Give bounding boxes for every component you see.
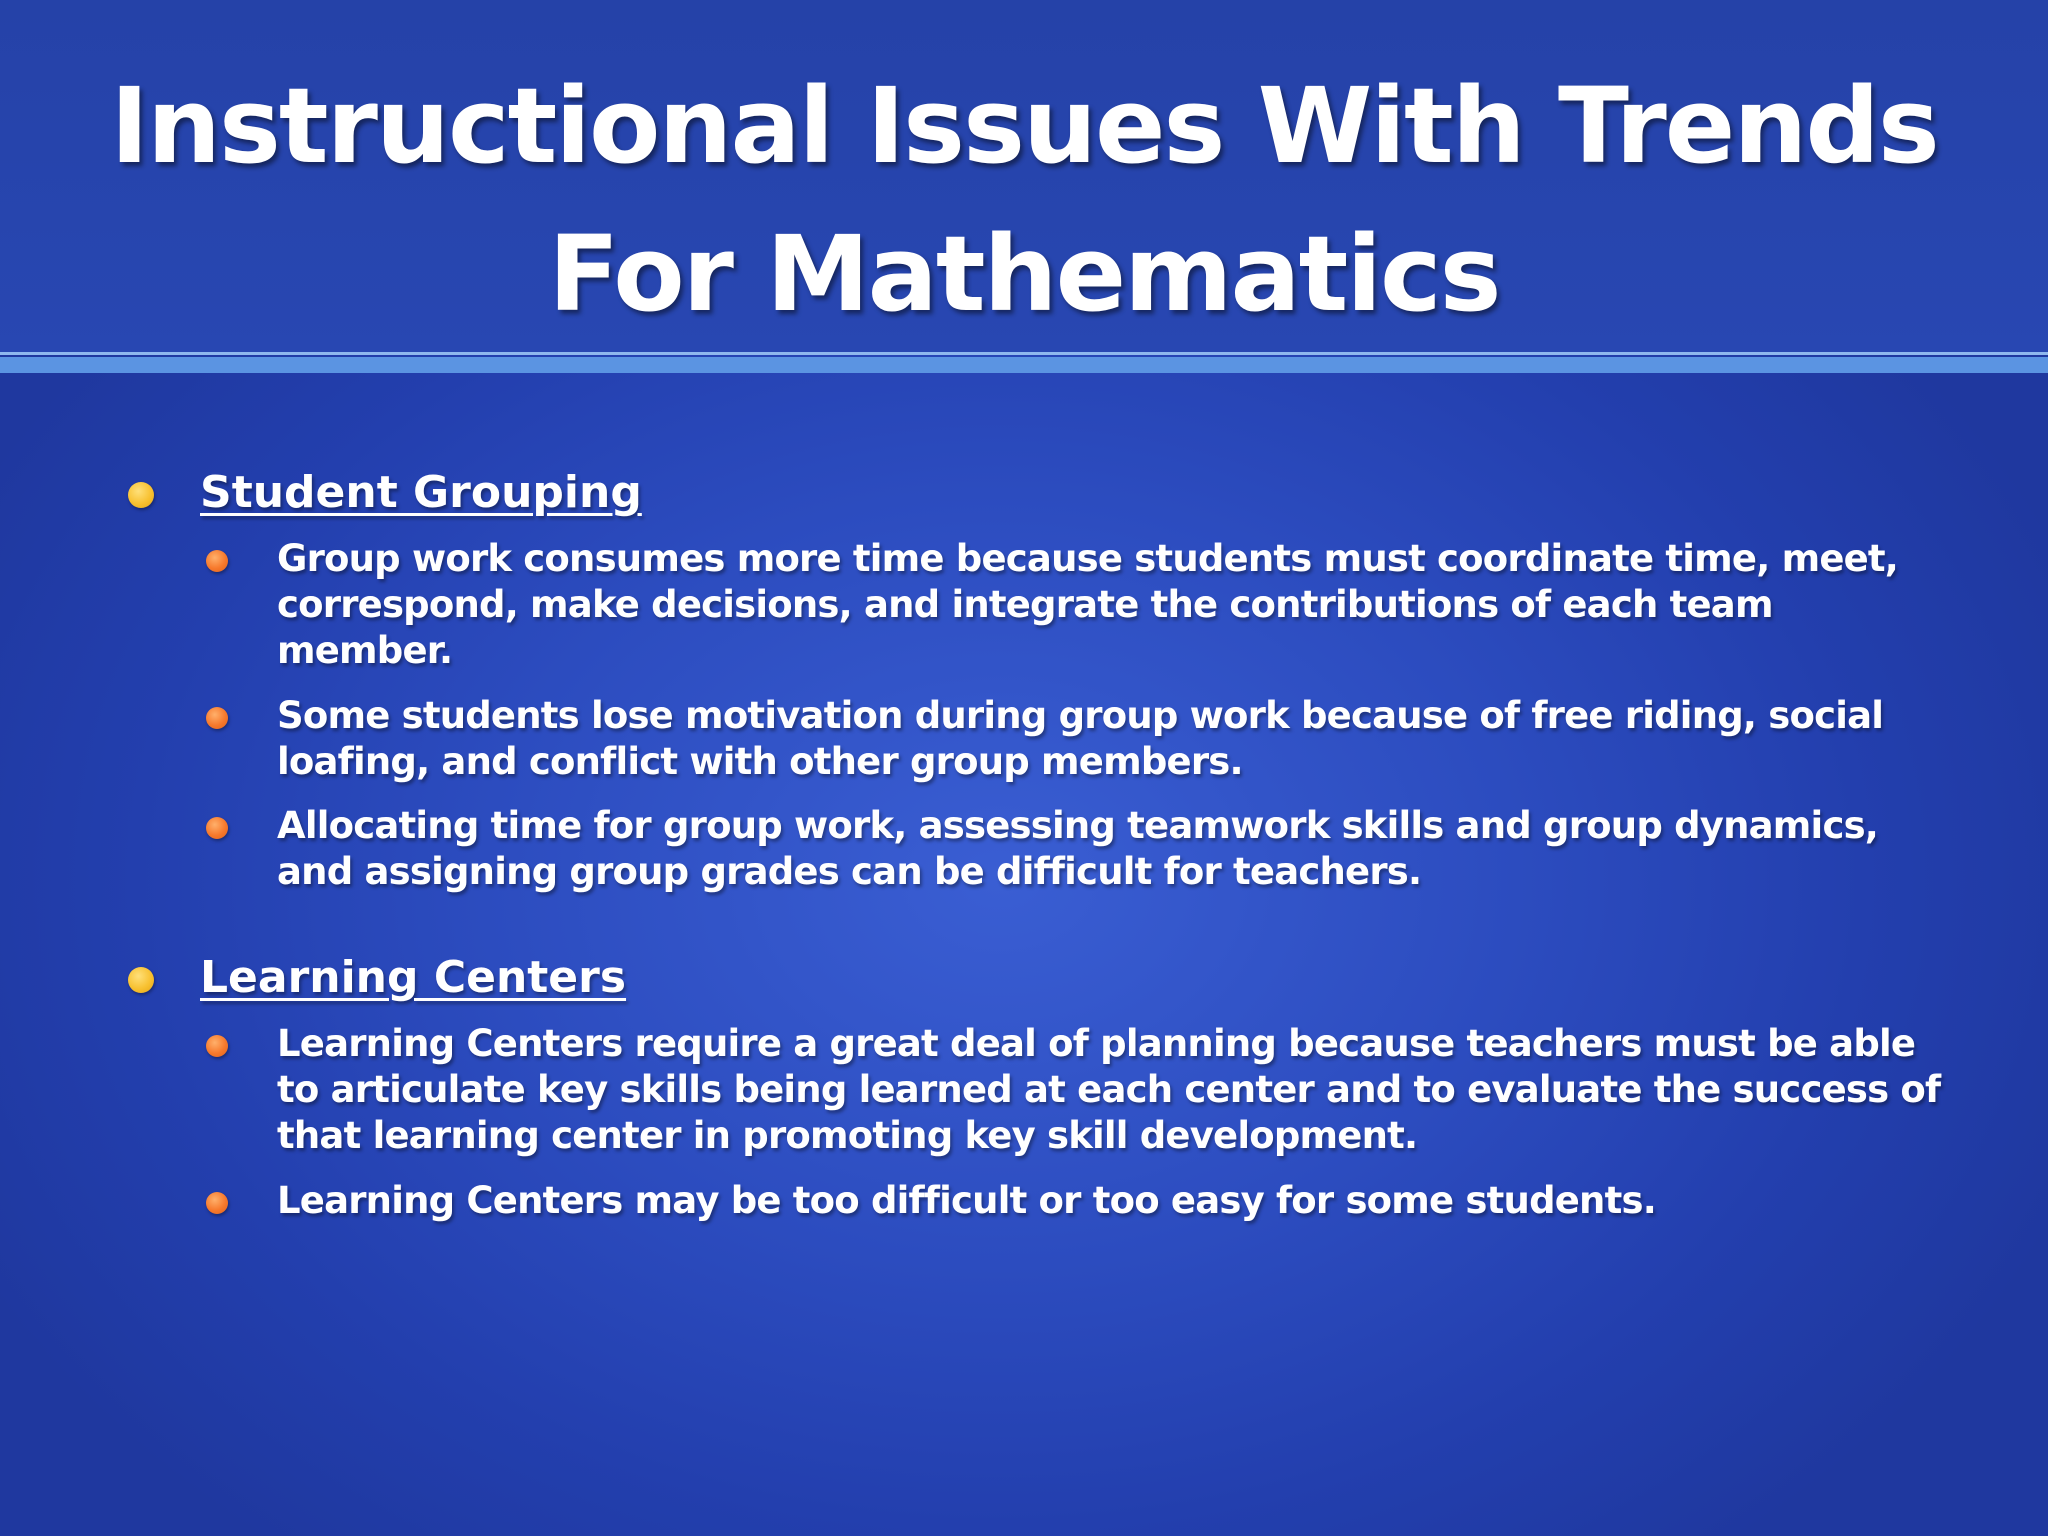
sub-bullet-icon xyxy=(206,1035,228,1057)
section-heading: Learning Centers xyxy=(200,952,627,1003)
sub-bullet-icon xyxy=(206,550,228,572)
sub-bullet-icon xyxy=(206,707,228,729)
slide-title-line-1: Instructional Issues With Trends xyxy=(110,65,1938,187)
slide-title-line-2: For Mathematics xyxy=(548,213,1500,335)
bullet-text: Learning Centers may be too difficult or too easy for some students. xyxy=(277,1179,1656,1222)
sub-bullet-icon xyxy=(206,817,228,839)
bullet-text: Group work consumes more time because students must coordinate time, meet, correspond, make decisions, and integrate the contributions of each team member. xyxy=(277,537,1899,672)
sub-bullet-icon xyxy=(206,1192,228,1214)
bullet-text: Some students lose motivation during group work because of free riding, social loafing, and conflict with other group members. xyxy=(277,694,1884,783)
bullet-text: Learning Centers require a great deal of planning because teachers must be able to articulate key skills being learned at each center and to evaluate the success of that learning center in promoting key skill development. xyxy=(277,1022,1941,1157)
main-bullet-icon xyxy=(128,482,154,508)
bullet-text: Allocating time for group work, assessing teamwork skills and group dynamics, and assigning group grades can be difficult for teachers. xyxy=(277,804,1879,893)
section-heading: Student Grouping xyxy=(200,467,642,518)
main-bullet-icon xyxy=(128,967,154,993)
